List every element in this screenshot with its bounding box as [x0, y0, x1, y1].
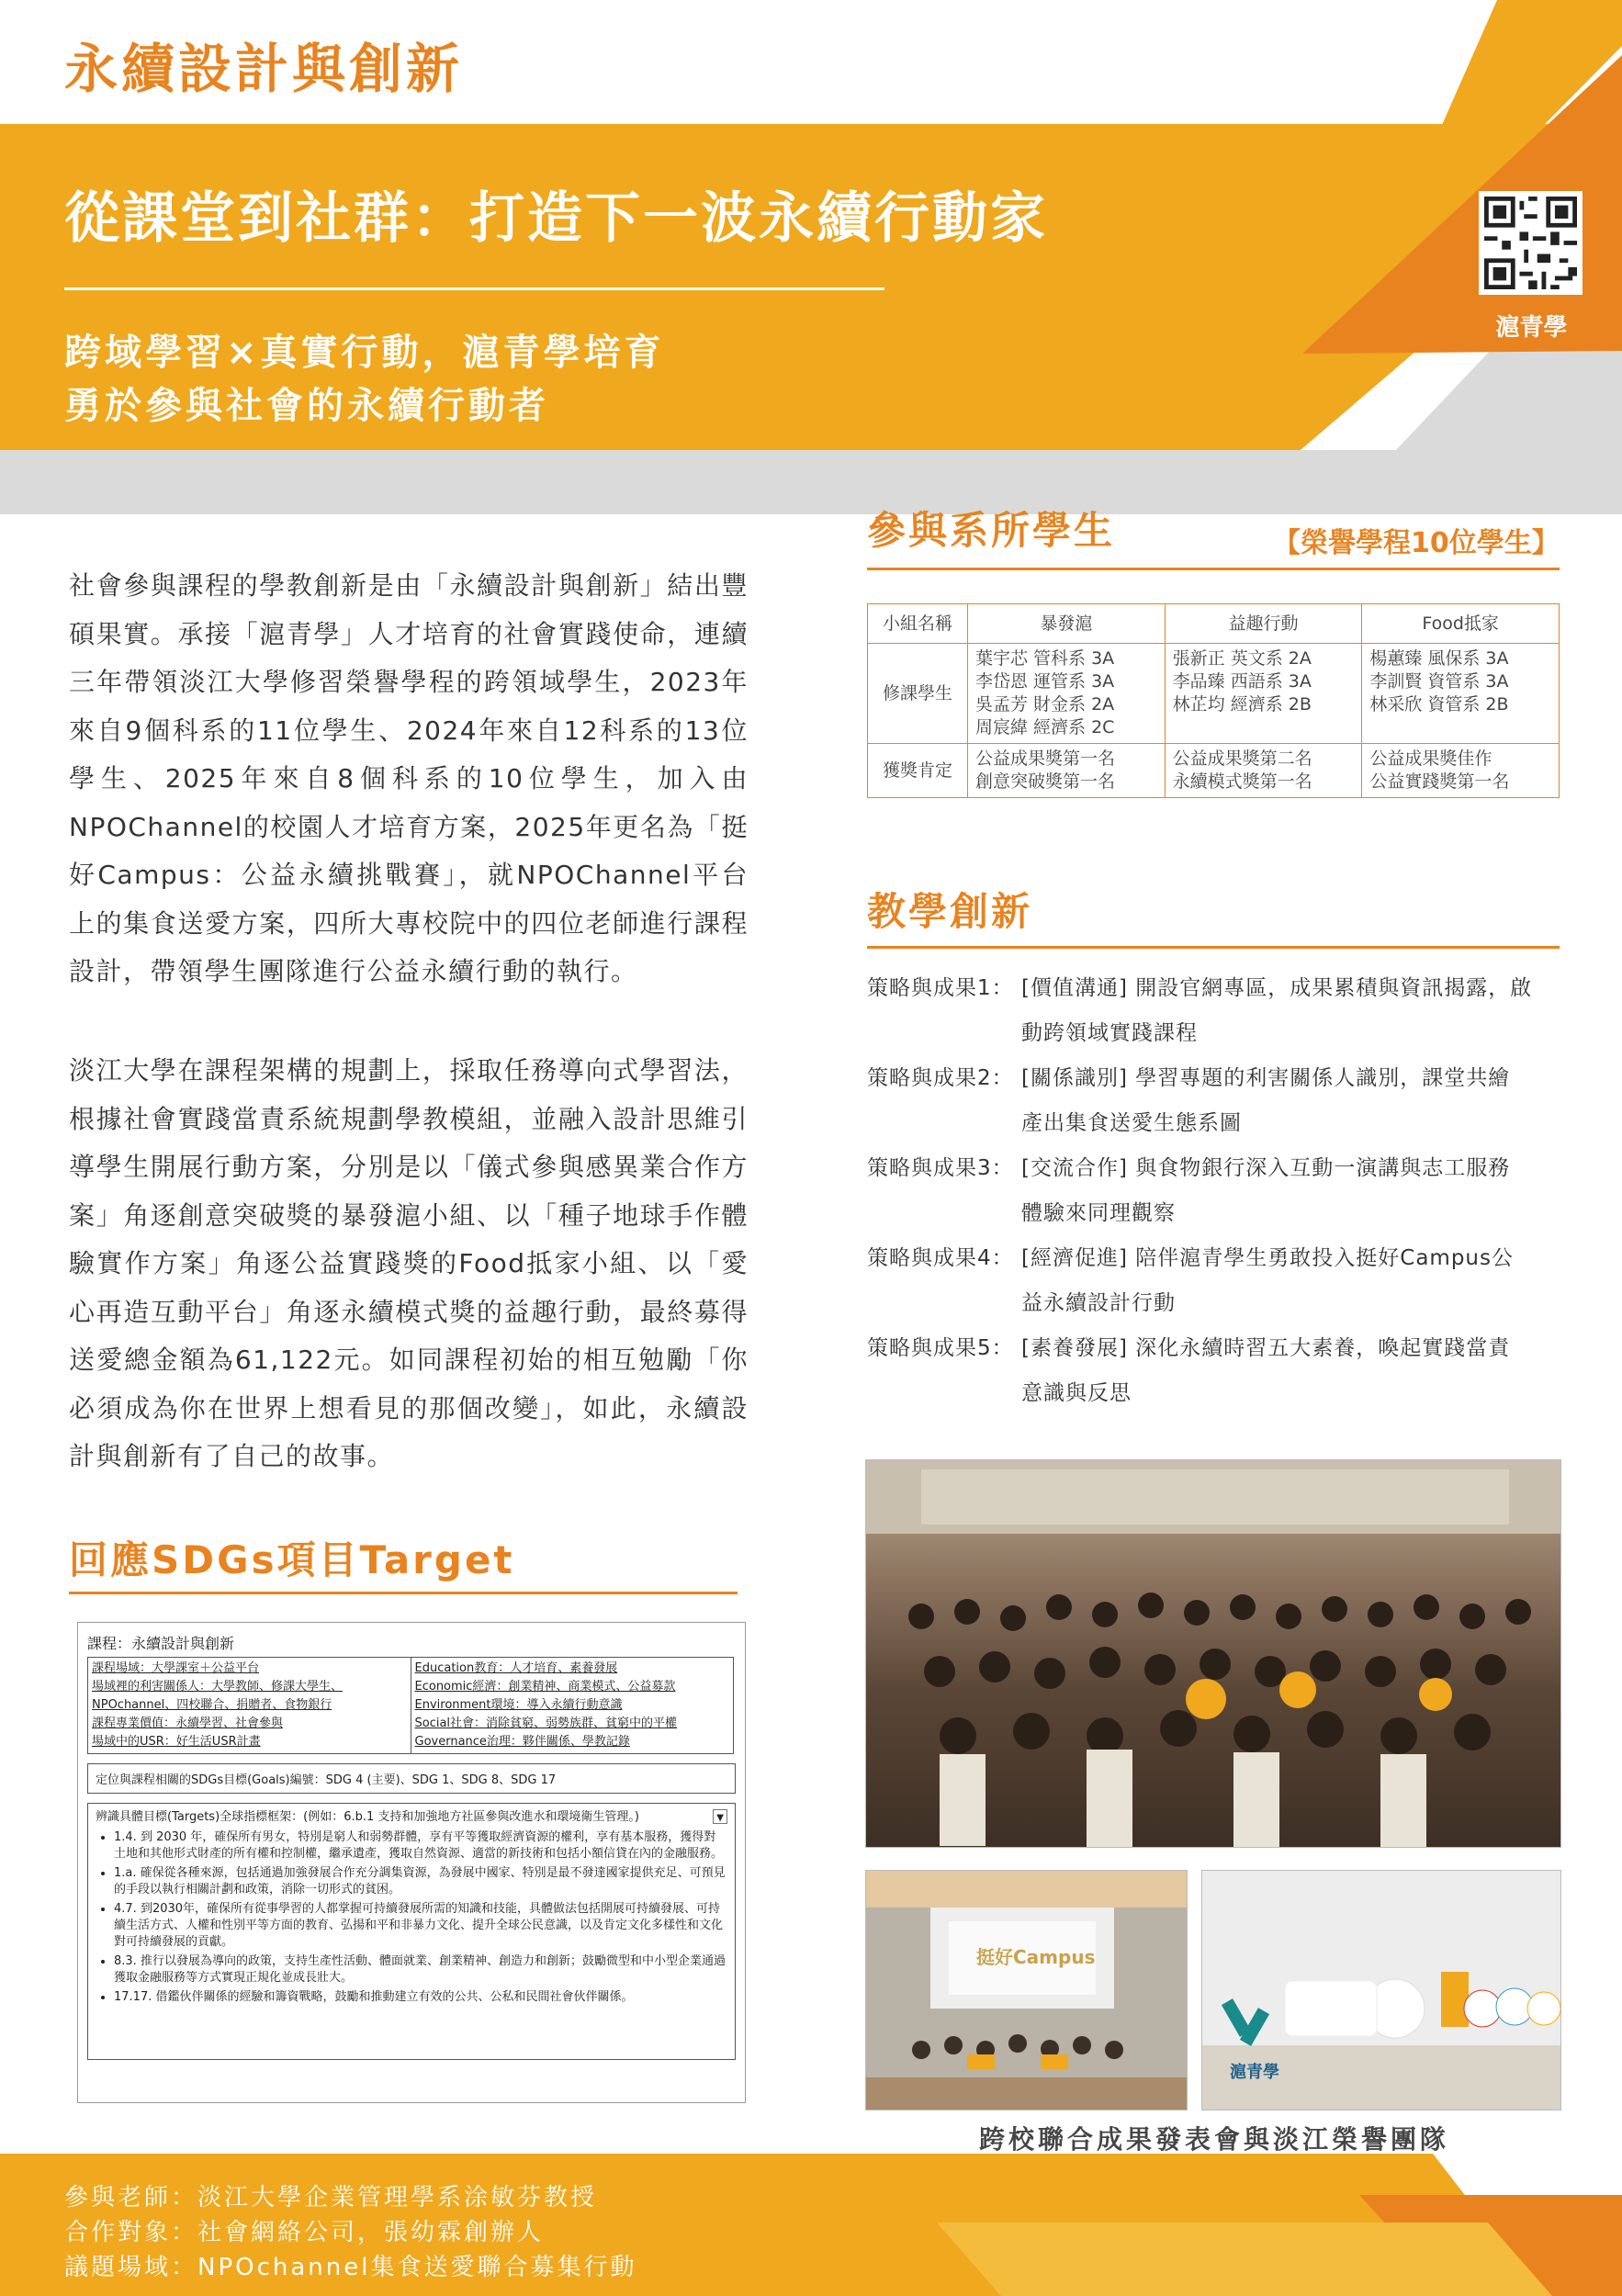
sdg-targets-intro: 辨識具體目標(Targets)全球指標框架：(例如：6.b.1 支持和加強地方社區參與改進水和環境衛生管理。): [96, 1810, 639, 1824]
award: 公益成果獎第二名: [1172, 748, 1312, 769]
award: 創意突破獎第一名: [975, 771, 1116, 792]
list-item: • 1.a. 確保從各種來源，包括通過加強發展合作充分調集資源，為發展中國家、特別是最不發達國家提供充足、可預見的手段以執行相關計劃和政策，消除一切形式的貧困。: [114, 1865, 727, 1898]
footer-stripe: [937, 2223, 1552, 2296]
row-label-awards: 獲獎肯定: [868, 744, 968, 798]
signs-photo: [1201, 1870, 1561, 2110]
strategy-label: 策略與成果1：: [867, 976, 1014, 1000]
subtitle-line-2: 勇於參與社會的永續行動者: [64, 385, 549, 427]
student: 張新正 英文系 2A: [1172, 648, 1312, 669]
sdg-right-row: Environment環境：導入永續行動意識: [414, 1698, 623, 1712]
student: 葉宇芯 管科系 3A: [975, 648, 1115, 669]
sdg-course-title: 課程：永續設計與創新: [87, 1635, 235, 1652]
strategy-text: [交流合作] 與食物銀行深入互動一演講與志工服務: [1021, 1156, 1511, 1180]
sdg-info-table: [87, 1657, 734, 1754]
student: 楊蕙臻 風保系 3A: [1369, 648, 1509, 669]
sign-text: 滬青學: [1230, 2063, 1279, 2082]
footer-partner: 合作對象：社會網絡公司，張幼霖創辦人: [64, 2219, 545, 2246]
table-header-group: 小組名稱: [868, 604, 968, 644]
strategy-label: 策略與成果3：: [867, 1156, 1014, 1180]
sdg-left-row: 場域中的USR：好生活USR計畫: [92, 1735, 261, 1749]
sdg-right-row: Education教育：人才培育、素養發展: [414, 1661, 618, 1675]
student: 李訓賢 資管系 3A: [1369, 671, 1509, 692]
sdg-targets-header: [96, 1809, 727, 1826]
strategy-label: 策略與成果5：: [867, 1336, 1014, 1360]
strategy-text-cont: 產出集食送愛生態系圖: [1021, 1111, 1242, 1135]
stage-photo-icon: [866, 1871, 1187, 2110]
student: 林采欣 資管系 2B: [1369, 694, 1509, 715]
sdgs-heading: 回應SDGs項目Target: [69, 1537, 515, 1582]
students-rule: [867, 568, 1560, 570]
table-row: [88, 1658, 734, 1754]
strategy-label: 策略與成果2：: [867, 1066, 1014, 1090]
strategy-text-cont: 益永續設計行動: [1021, 1291, 1176, 1315]
group-photo-large: [865, 1459, 1561, 1848]
group-3-members: [1362, 644, 1560, 744]
sdg-left-row: 課程場域：大學課室＋公益平台: [92, 1661, 260, 1675]
award: 公益成果獎第一名: [975, 748, 1116, 769]
group-2-members: [1165, 644, 1362, 744]
sdg-target-list: [96, 1829, 727, 2006]
table-row: [868, 744, 1560, 798]
sdg-right-row: Social社會：消除貧窮、弱勢族群、貧窮中的平權: [414, 1716, 678, 1730]
subtitle-line-1: 跨域學習×真實行動，滬青學培育: [64, 332, 665, 374]
group-1-awards: [968, 744, 1166, 798]
strategy-label: 策略與成果4：: [867, 1246, 1014, 1270]
sdg-right-cell: [411, 1658, 734, 1754]
footer-teacher: 參與老師：淡江大學企業管理學系涂敏芬教授: [64, 2184, 598, 2212]
audience-photo-icon: [866, 1460, 1560, 1847]
student: 林芷均 經濟系 2B: [1172, 694, 1312, 715]
row-label-students: 修課學生: [868, 644, 968, 744]
honors-tag: 【榮譽學程10位學生】: [1273, 527, 1560, 559]
group-name-2: 益趣行動: [1165, 604, 1362, 644]
sdgs-rule: [69, 1592, 738, 1594]
strategy-text-cont: 體驗來同理觀察: [1021, 1201, 1176, 1225]
list-item: • 1.4. 到 2030 年，確保所有男女，特別是窮人和弱勢群體，享有平等獲取經濟資源的權利，享有基本服務，獲得對土地和其他形式財產的所有權和控制權，繼承遺產，獲取自然資源、適當的新技術和包括小額信貸在內的金融服務。: [114, 1829, 727, 1863]
footer-field: 議題場域：NPOchannel集食送愛聯合募集行動: [64, 2254, 637, 2281]
screen-text: 挺好Campus: [976, 1946, 1096, 1968]
student: 李岱恩 運管系 3A: [975, 671, 1115, 692]
group-name-1: 暴發滬: [968, 604, 1166, 644]
award: 永續模式獎第一名: [1172, 771, 1312, 792]
student: 吳孟芳 財金系 2A: [975, 694, 1115, 715]
qr-code-icon: [1484, 197, 1577, 289]
teaching-rule: [867, 946, 1560, 949]
sdg-targets: [87, 1803, 736, 2060]
intro-paragraph-1: 社會參與課程的學教創新是由「永續設計與創新」結出豐碩果實。承接「滬青學」人才培育的社會實踐使命，連續三年帶領淡江大學修習榮譽學程的跨領域學生，2023年來自9個科系的11位學生、2024年來自12科系的13位學生、2025年來自8個科系的10位學生，加入由NPOChannel的校園人才培育方案，2025年更名為「挺好Campus：公益永續挑戰賽」，就NPOChannel平台上的集食送愛方案，四所大專校院中的四位老師進行課程設計，帶領學生團隊進行公益永續行動的執行。: [69, 570, 749, 986]
strategy-item-4: [867, 1236, 1561, 1326]
page-title: 從課堂到社群：打造下一波永續行動家: [64, 186, 1048, 251]
title-divider: [64, 287, 884, 290]
sdg-goals: 定位與課程相關的SDGs目標(Goals)編號：SDG 4 (主要)、SDG 1、SDG 8、SDG 17: [87, 1763, 736, 1794]
student: 李品臻 西語系 3A: [1172, 671, 1312, 692]
list-item: • 4.7. 到2030年，確保所有從事學習的人都掌握可持續發展所需的知識和技能，具體做法包括開展可持續發展、可持續生活方式、人權和性別平等方面的教育、弘揚和平和非暴力文化、提升全球公民意識，以及肯定文化多樣性和文化對可持續發展的貢獻。: [114, 1901, 727, 1951]
sdg-left-row: 場域裡的利害關係人：大學教師、修課大學生、NPOchannel、四校聯合、捐贈者、食物銀行: [92, 1680, 344, 1712]
strategy-text: [素養發展] 深化永續時習五大素養，喚起實踐當責: [1021, 1336, 1511, 1360]
group-3-awards: [1362, 744, 1560, 798]
student: 周宸緯 經濟系 2C: [975, 717, 1115, 737]
group-name-3: Food抵家: [1362, 604, 1560, 644]
list-item: • 17.17. 借鑑伙伴關係的經驗和籌資戰略，鼓勵和推動建立有效的公共、公私和民間社會伙伴關係。: [114, 1989, 727, 2006]
category-title: 永續設計與創新: [64, 38, 464, 100]
teaching-heading: 教學創新: [867, 889, 1033, 934]
photo-caption: 跨校聯合成果發表會與淡江榮譽團隊: [978, 2124, 1449, 2155]
strategy-text-cont: 意識與反思: [1021, 1381, 1132, 1405]
strategy-item-3: [867, 1146, 1561, 1236]
dropdown-arrow-icon[interactable]: ▼: [713, 1809, 727, 1824]
strategy-item-2: [867, 1056, 1561, 1146]
table-row: [868, 644, 1560, 744]
award: 公益實踐獎第一名: [1369, 771, 1510, 792]
strategy-text: [關係識別] 學習專題的利害關係人識別，課堂共繪: [1021, 1066, 1511, 1090]
award: 公益成果獎佳作: [1369, 748, 1492, 769]
sdg-right-row: Economic經濟：創業精神、商業模式、公益募款: [414, 1680, 676, 1694]
students-heading: 參與系所學生: [867, 508, 1116, 553]
strategy-text: [價值溝通] 開設官網專區，成果累積與資訊揭露，啟: [1021, 976, 1533, 1000]
table-row: [868, 604, 1560, 644]
strategy-text-cont: 動跨領域實踐課程: [1021, 1021, 1198, 1045]
sdg-right-row: Governance治理：夥伴關係、學教記錄: [414, 1735, 630, 1749]
list-item: • 8.3. 推行以發展為導向的政策，支持生產性活動、體面就業、創業精神、創造力和創新；鼓勵微型和中小型企業通過獲取金融服務等方式實現正規化並成長壯大。: [114, 1953, 727, 1986]
strategy-item-1: [867, 966, 1561, 1056]
qr-label: 滬青學: [1495, 314, 1568, 342]
event-photo: [865, 1870, 1188, 2110]
group-1-members: [968, 644, 1166, 744]
students-table: [867, 603, 1560, 798]
group-2-awards: [1165, 744, 1362, 798]
intro-paragraph-2: 淡江大學在課程架構的規劃上，採取任務導向式學習法，根據社會實踐當責系統規劃學教模組，並融入設計思維引導學生開展行動方案，分別是以「儀式參與感異業合作方案」角逐創意突破獎的暴發滬小組、以「種子地球手作體驗實作方案」角逐公益實踐獎的Food抵家小組、以「愛心再造互動平台」角逐永續模式獎的益趣行動，最終募得送愛總金額為61,122元。如同課程初始的相互勉勵「你必須成為你在世界上想看見的那個改變」，如此，永續設計與創新有了自己的故事。: [69, 1055, 749, 1471]
strategy-text: [經濟促進] 陪伴滬青學生勇敢投入挺好Campus公: [1021, 1246, 1514, 1270]
sdg-left-cell: [88, 1658, 411, 1754]
strategy-item-5: [867, 1326, 1561, 1416]
qr-code[interactable]: [1479, 191, 1583, 295]
sdg-form: [77, 1622, 746, 2103]
sdg-left-row: 課程專業價值：永續學習、社會參與: [92, 1716, 284, 1730]
